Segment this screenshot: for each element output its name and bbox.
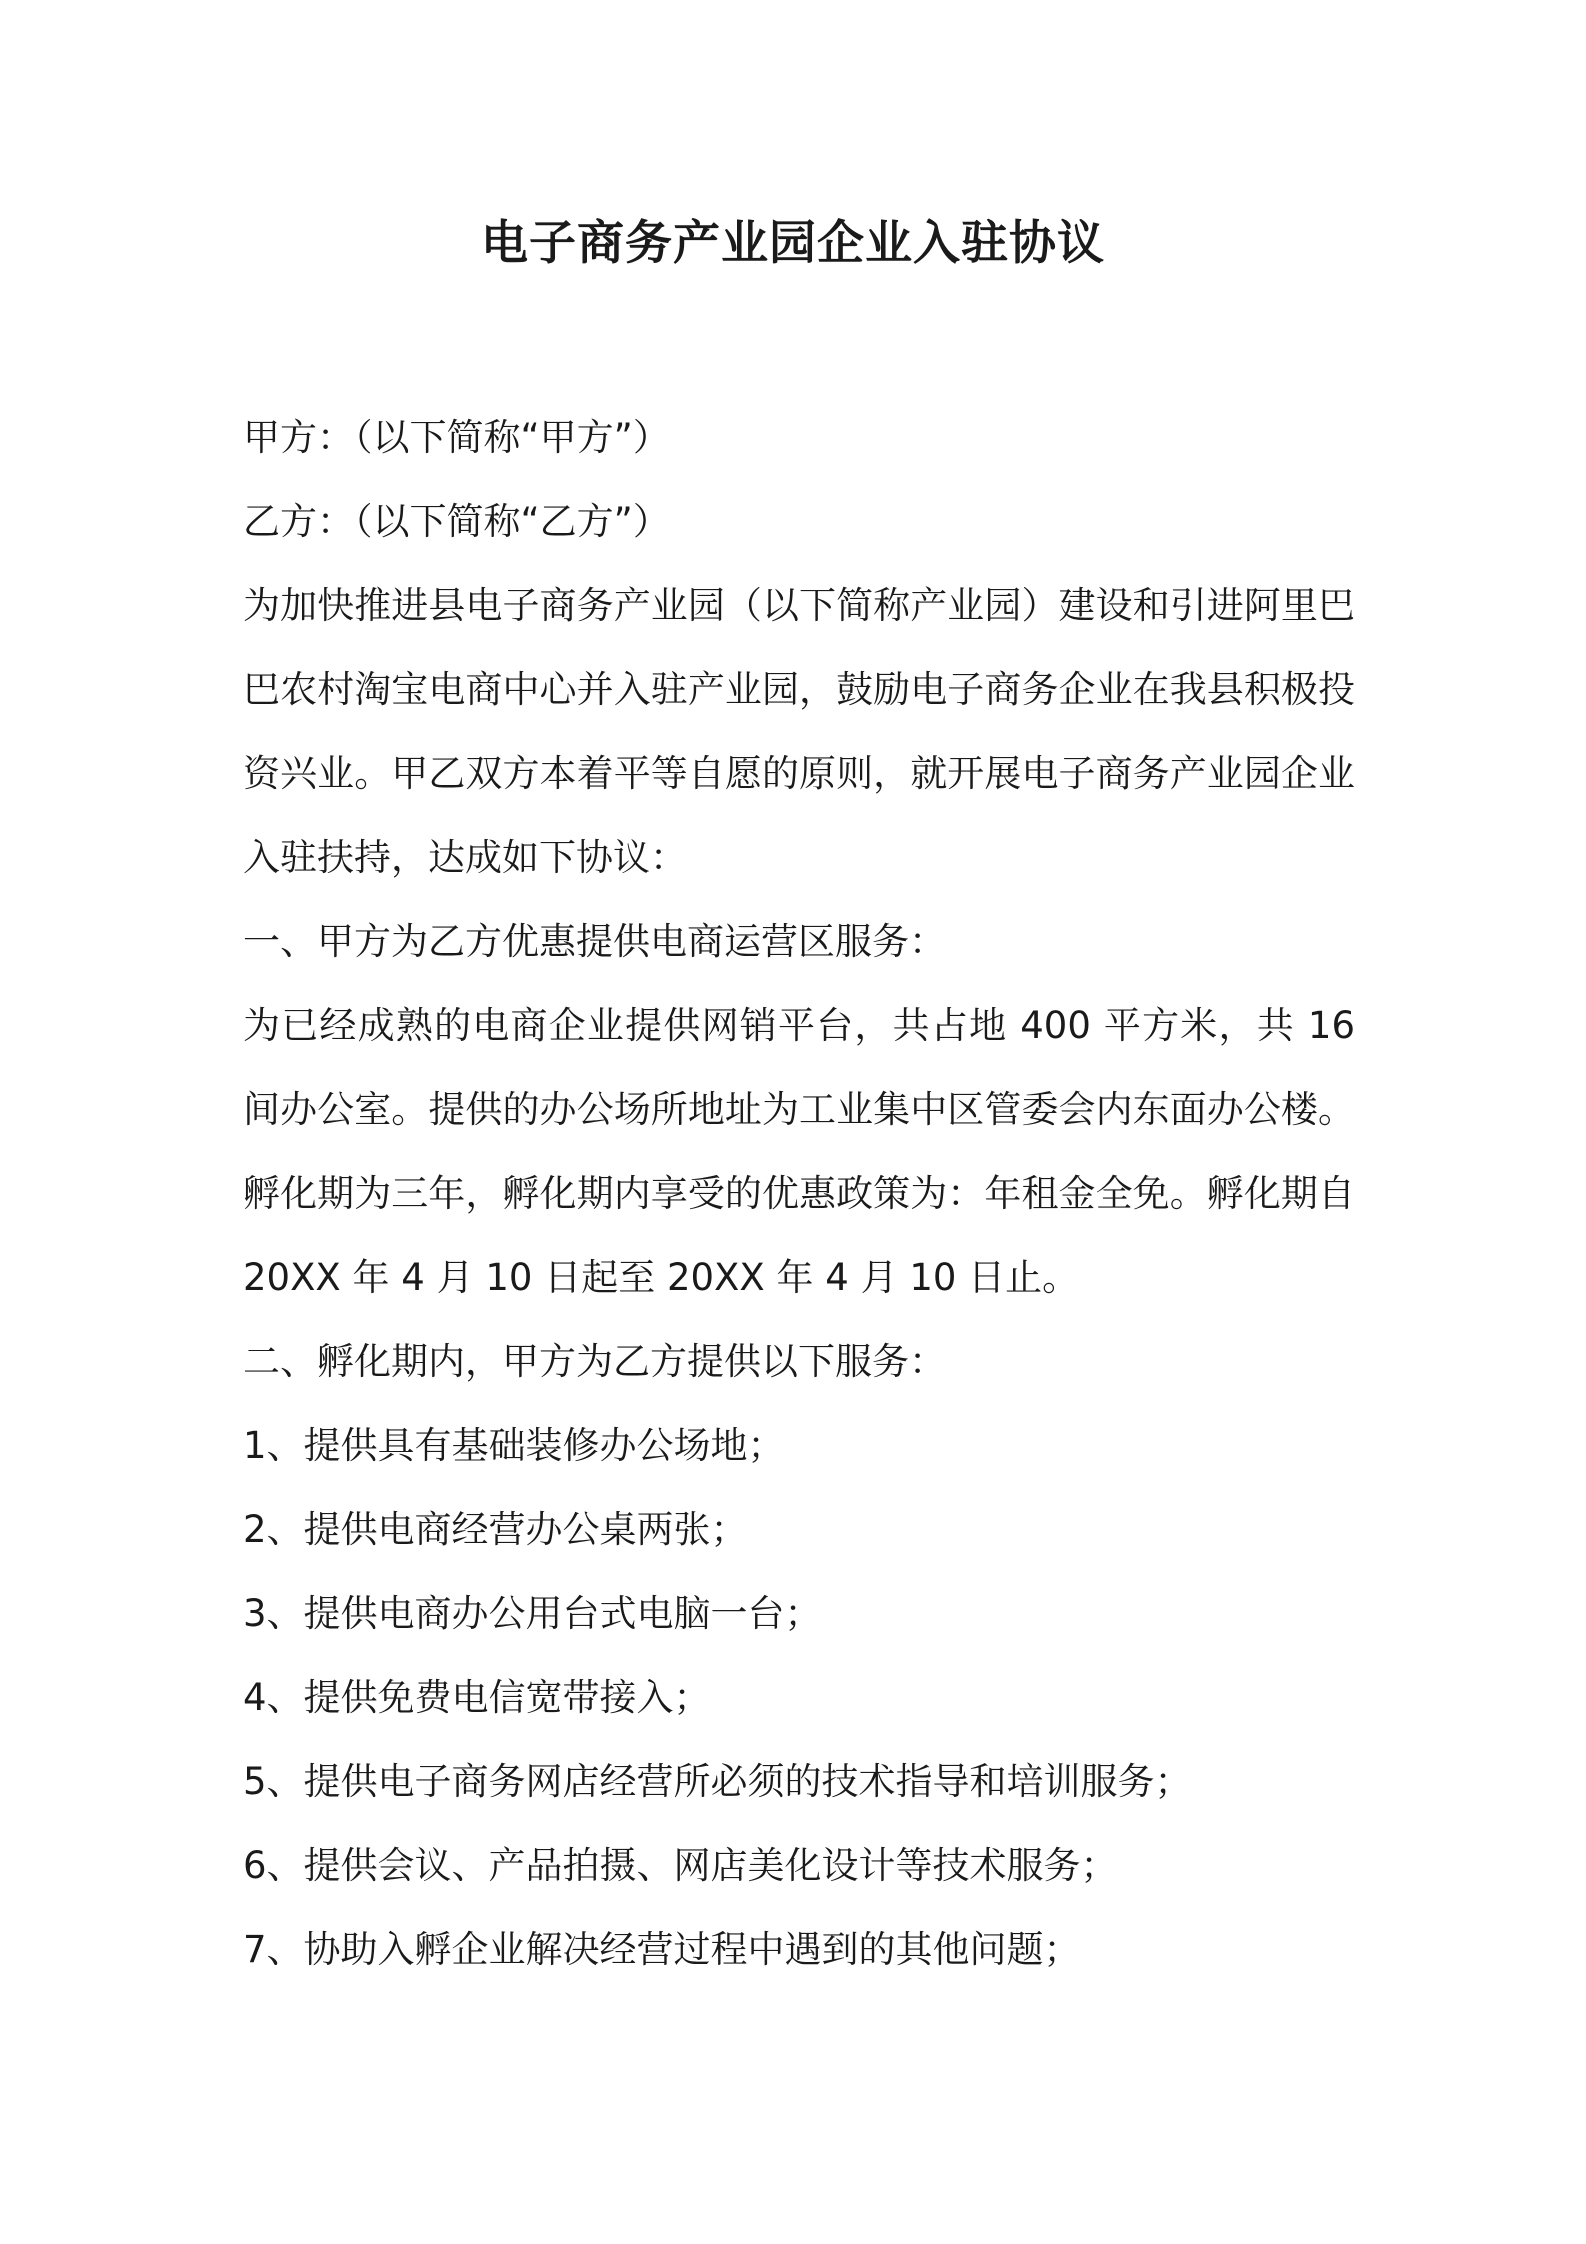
list-item: 4、提供免费电信宽带接入； bbox=[243, 1676, 711, 1719]
list-item: 7、协助入孵企业解决经营过程中遇到的其他问题； bbox=[243, 1928, 1081, 1971]
intro-paragraph: 为加快推进县电子商务产业园（以下简称产业园）建设和引进阿里巴巴农村淘宝电商中心并入驻产业园，鼓励电子商务企业在我县积极投资兴业。甲乙双方本着平等自愿的原则，就开展电子商务产业园企业入驻扶持，达成如下协议： bbox=[243, 584, 1355, 879]
document-body bbox=[243, 396, 1355, 1992]
list-item: 3、提供电商办公用台式电脑一台； bbox=[243, 1592, 822, 1635]
party-b-line: 乙方：（以下简称“乙方”） bbox=[243, 500, 670, 543]
document-title: 电子商务产业园企业入驻协议 bbox=[481, 216, 1105, 271]
section-2-list bbox=[243, 1404, 1355, 1992]
list-item: 2、提供电商经营办公桌两张； bbox=[243, 1508, 748, 1551]
list-item: 1、提供具有基础装修办公场地； bbox=[243, 1424, 785, 1467]
section-2-heading: 二、孵化期内，甲方为乙方提供以下服务： bbox=[243, 1340, 946, 1383]
section-1-heading: 一、甲方为乙方优惠提供电商运营区服务： bbox=[243, 920, 946, 963]
party-a-line: 甲方：（以下简称“甲方”） bbox=[243, 416, 670, 459]
list-item: 5、提供电子商务网店经营所必须的技术指导和培训服务； bbox=[243, 1760, 1192, 1803]
list-item: 6、提供会议、产品拍摄、网店美化设计等技术服务； bbox=[243, 1844, 1118, 1887]
section-1-body: 为已经成熟的电商企业提供网销平台，共占地 400 平方米，共 16 间办公室。提供的办公场所地址为工业集中区管委会内东面办公楼。孵化期为三年，孵化期内享受的优惠政策为：年租金全免。孵化期自 20XX 年 4 月 10 日起至 20XX 年 4 月 10 日止。 bbox=[243, 1004, 1355, 1299]
